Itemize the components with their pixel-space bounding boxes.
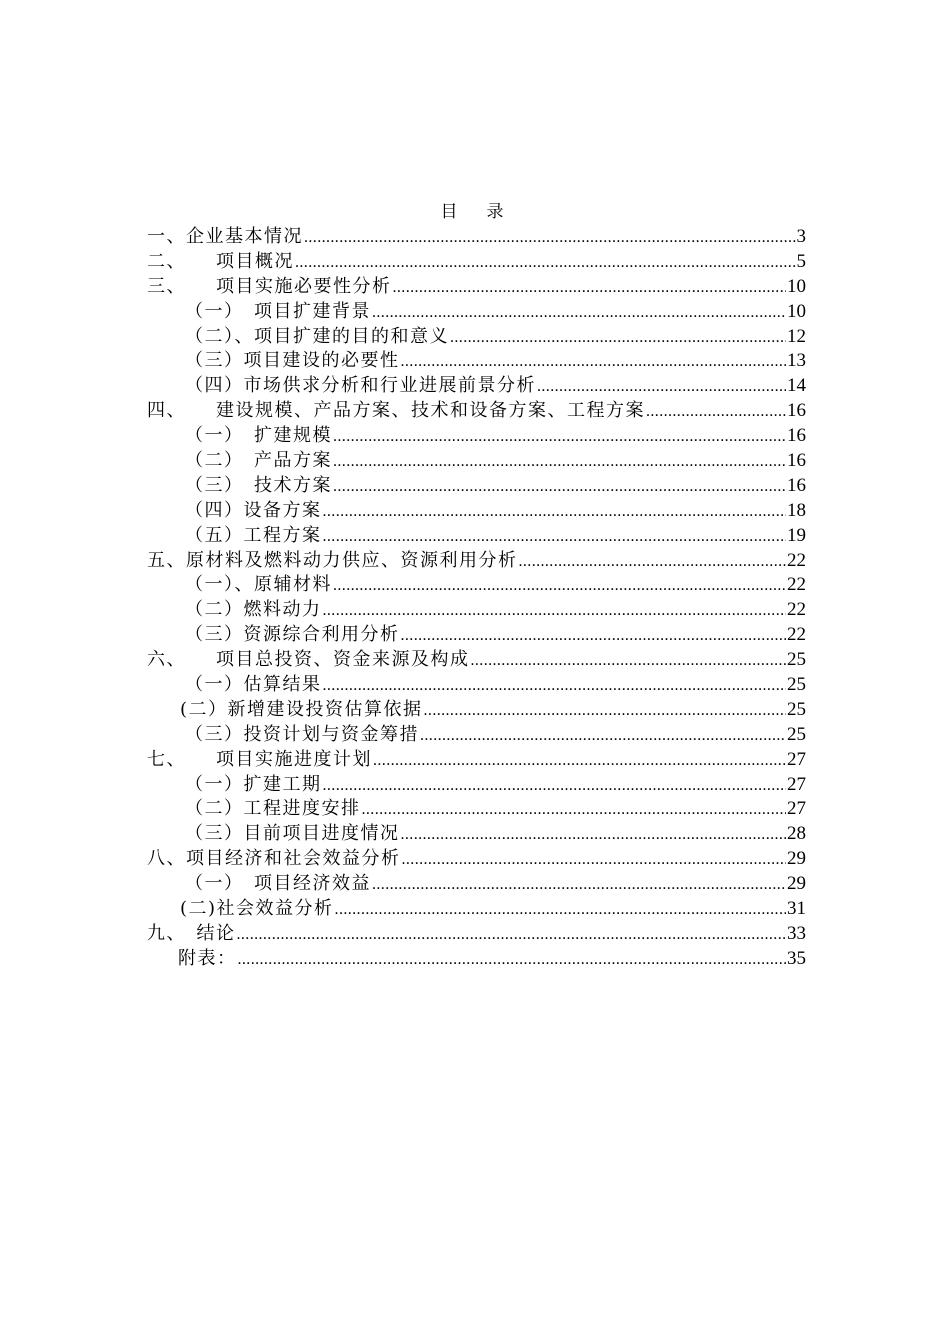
toc-leader-dots [304,225,796,250]
toc-entry-label: 三、 项目实施必要性分析 [147,275,392,297]
toc-entry-page-number: 27 [787,798,806,820]
toc-leader-dots [323,524,787,549]
toc-entry-label: （一）扩建工期 [185,773,322,795]
toc-entry[interactable] [147,673,806,698]
toc-entry-label: （二）工程进度安排 [185,798,361,820]
toc-leader-dots [333,449,786,474]
toc-leader-dots [237,922,787,947]
toc-entry-label: （一） 项目经济效益 [185,873,371,895]
toc-entry[interactable] [147,275,806,300]
toc-entry[interactable] [147,872,806,897]
toc-entry-page-number: 16 [787,450,806,472]
toc-entry-page-number: 33 [787,922,806,944]
toc-entry-label: （一） 项目扩建背景 [185,300,371,322]
toc-entry[interactable] [147,598,806,623]
toc-entry[interactable] [147,947,806,972]
toc-entry-label: （三）项目建设的必要性 [185,350,400,372]
toc-entry-page-number: 16 [787,400,806,422]
toc-entry-page-number: 3 [796,226,806,247]
toc-entry[interactable] [147,822,806,847]
toc-leader-dots [333,573,786,598]
toc-entry-label: （二）、项目扩建的目的和意义 [185,325,449,347]
toc-entry-page-number: 27 [787,748,806,770]
toc-leader-dots [323,773,787,798]
toc-entry[interactable] [147,773,806,798]
toc-leader-dots [401,623,787,648]
toc-entry-label: （二）燃料动力 [185,599,322,621]
toc-entry-page-number: 19 [787,524,806,546]
toc-entry-label: （三）投资计划与资金筹措 [185,723,419,745]
toc-entry-label: （三） 技术方案 [185,474,332,496]
toc-leader-dots [323,598,787,623]
toc-entry-label: 七、 项目实施进度计划 [147,748,372,770]
toc-entry-page-number: 16 [787,425,806,447]
toc-entry-label: 六、 项目总投资、资金来源及构成 [147,649,470,671]
toc-entry-page-number: 27 [787,773,806,795]
toc-leader-dots [424,698,786,723]
toc-entry-page-number: 29 [787,873,806,895]
toc-entry[interactable] [147,349,806,374]
toc-entry[interactable] [147,374,806,399]
toc-leader-dots [295,250,796,275]
toc-entry-page-number: 31 [787,898,806,920]
toc-entry-label: 八、项目经济和社会效益分析 [147,848,401,870]
toc-leader-dots [335,897,786,922]
toc-leader-dots [420,723,786,748]
toc-entry-label: （五）工程方案 [185,524,322,546]
toc-leader-dots [362,797,787,822]
toc-entry-label: 九、 结论 [147,922,236,944]
toc-entry-page-number: 35 [787,947,806,969]
table-of-contents [147,225,806,972]
toc-title: 目 录 [440,202,510,222]
toc-entry-page-number: 25 [787,698,806,720]
toc-entry[interactable] [147,499,806,524]
toc-entry[interactable] [147,573,806,598]
toc-entry-page-number: 5 [796,250,806,272]
toc-entry[interactable] [147,748,806,773]
toc-entry-page-number: 28 [787,823,806,845]
toc-leader-dots [323,673,787,698]
toc-leader-dots [333,424,786,449]
toc-entry[interactable] [147,623,806,648]
toc-entry[interactable] [147,723,806,748]
toc-leader-dots [537,374,786,399]
toc-entry-label: 二、 项目概况 [147,250,294,272]
toc-entry[interactable] [147,549,806,574]
toc-leader-dots [401,822,787,847]
toc-entry-label: （一）估算结果 [185,674,322,696]
toc-entry-page-number: 22 [787,574,806,596]
toc-entry[interactable] [147,524,806,549]
toc-leader-dots [646,399,786,424]
toc-entry-page-number: 22 [787,624,806,646]
toc-entry[interactable] [147,698,806,723]
toc-entry[interactable] [147,797,806,822]
toc-entry-label: (二)社会效益分析 [180,898,334,920]
toc-entry-page-number: 13 [787,350,806,372]
toc-entry-page-number: 10 [787,300,806,322]
toc-entry-label: 附表： [178,947,237,969]
toc-entry-label: （一） 扩建规模 [185,425,332,447]
toc-entry-label: （三）资源综合利用分析 [185,624,400,646]
toc-entry[interactable] [147,847,806,872]
toc-entry-label: 四、 建设规模、产品方案、技术和设备方案、工程方案 [147,400,645,422]
toc-entry-page-number: 10 [787,275,806,297]
toc-entry-page-number: 14 [787,375,806,397]
toc-entry-label: （三）目前项目进度情况 [185,823,400,845]
toc-entry-page-number: 22 [787,549,806,571]
toc-entry-page-number: 12 [787,325,806,347]
toc-entry-page-number: 18 [787,499,806,521]
toc-entry[interactable] [147,474,806,499]
toc-entry[interactable] [147,648,806,673]
toc-leader-dots [372,300,786,325]
toc-entry[interactable] [147,399,806,424]
toc-leader-dots [323,499,787,524]
toc-leader-dots [471,648,787,673]
toc-entry-label: （二） 产品方案 [185,450,332,472]
toc-entry[interactable] [147,449,806,474]
toc-leader-dots [238,947,787,972]
toc-entry-label: 一、企业基本情况 [147,226,303,247]
toc-entry[interactable] [147,325,806,350]
toc-entry[interactable] [147,225,806,250]
toc-entry[interactable] [147,424,806,449]
toc-entry-label: （四）市场供求分析和行业进展前景分析 [185,375,536,397]
toc-entry-page-number: 25 [787,723,806,745]
toc-leader-dots [373,748,786,773]
toc-leader-dots [333,474,786,499]
toc-leader-dots [402,847,787,872]
toc-entry-page-number: 16 [787,474,806,496]
toc-entry-label: (二）新增建设投资估算依据 [180,698,423,720]
toc-entry[interactable] [147,922,806,947]
toc-entry-page-number: 22 [787,599,806,621]
toc-entry-label: （一）、原辅材料 [185,574,332,596]
toc-leader-dots [450,325,786,350]
toc-leader-dots [393,275,787,300]
toc-entry-page-number: 29 [787,848,806,870]
toc-leader-dots [401,349,787,374]
toc-entry[interactable] [147,300,806,325]
toc-entry-page-number: 25 [787,649,806,671]
toc-entry[interactable] [147,250,806,275]
toc-leader-dots [519,549,787,574]
toc-entry-label: 五、原材料及燃料动力供应、资源利用分析 [147,549,518,571]
toc-entry[interactable] [147,897,806,922]
toc-entry-label: （四）设备方案 [185,499,322,521]
toc-entry-page-number: 25 [787,674,806,696]
toc-leader-dots [372,872,786,897]
